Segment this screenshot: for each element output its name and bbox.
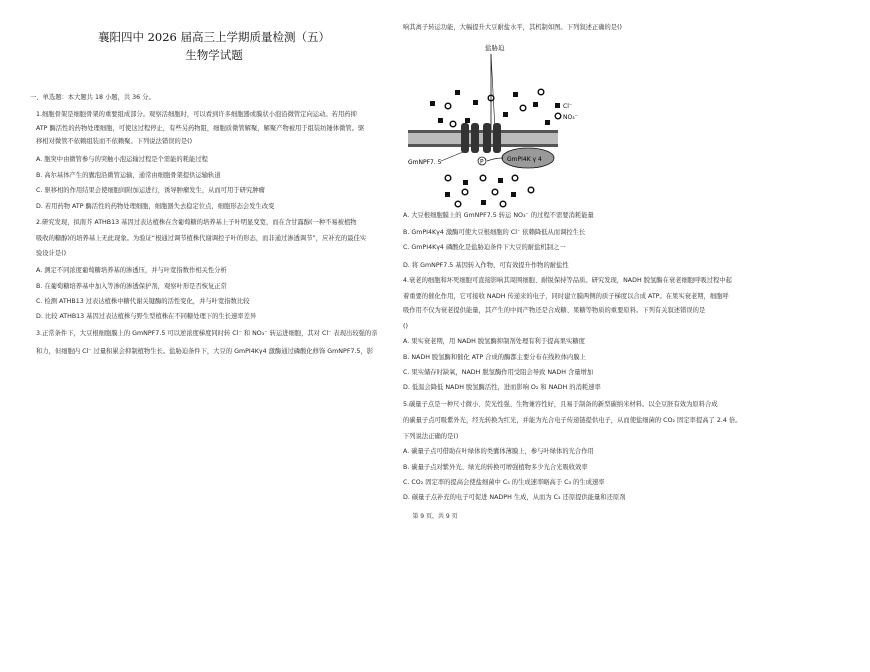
right-line: () [403,323,408,330]
right-line: D. 低温会降低 NADH 脱氢酶活性，进而影响 O₂ 和 NADH 的消耗速率 [403,384,601,391]
phosphate-label: P [480,158,484,166]
right-line: A. 果实衰老期，用 NADH 脱氢酶抑制剂处理有利于提高果实糖度 [403,338,585,345]
left-line: C. 检测 ATHB13 过表达植株中糖代谢关键酶的活性变化，并与叶宽指数比较 [36,298,250,305]
subject-title: 生物学试题 [185,48,243,62]
transporter-label: GmNPF7. 5 [408,159,442,166]
intracellular-nitrate [445,175,534,207]
right-line: A. 碳量子点可借助在叶绿体的类囊体薄膜上，参与叶绿体的光合作用 [403,448,594,455]
left-line: D. 比较 ATHB13 基因过表达植株与野生型植株在不同糖处理下的生长速率差异 [36,313,257,320]
page-footer: 第 9 页，共 9 页 [412,513,458,520]
left-line: 吸收的糖醇)的培养基上无此现象。为验证“根通过调节植株代谢调控子叶的形态，而非通过渗透调节”，应补充的最佳实 [36,235,367,242]
right-line: B. NADH 脱氢酶和催化 ATP 合成的酶都主要分布在线粒体内膜上 [403,354,586,361]
right-line: C. GmPI4Kγ4 磷酸化是盐胁迫条件下大豆的耐盐机制之一 [403,244,566,251]
right-line: 的碳量子点可吸紫外光，经光转换为红光，并能为光合电子传递链提供电子，从而使盐细菌的 CO₂ 固定率提高了 2.4 倍。 [403,417,742,424]
left-line: 移相对微管不依赖组装而不依赖聚。下列说法错误的是() [36,138,193,145]
right-line: 响其离子转运功能，大幅提升大豆耐盐水平，其机制如图。下列叙述正确的是() [403,24,623,31]
signal-arrow-2 [491,54,495,130]
right-line: C. 果实储存时缺氧，NADH 脱氢酶作用受阻会导致 NADH 含量增加 [403,369,594,376]
left-line: C. 驱移相的作用结果会使细胞间附加运进行，诱导肿瘤发生，从而可用于研究肿瘤 [36,187,265,194]
exam-title: 襄阳四中 2026 届高三上学期质量检测（五） [97,30,331,44]
legend-cl-label: Cl⁻ [563,103,573,110]
right-line: D. 将 GmNPF7.5 基因转入作物，可有效提升作物的耐盐性 [403,262,569,269]
left-line: ATP 酶活性的药物处理细胞，可使这过程停止，有些另药物阻，细胞质微管解聚，解聚产物被用于组装纺锤体微管。驱 [36,125,365,132]
left-line: A. 胞突中由微管参与的突触小泡运输过程是个需能的耗能过程 [36,156,208,163]
right-line: 吸作用不仅为衰老提供能量，其产生的中间产物还是合成糖、果糖等物质的重要原料。下列有关叙述错误的是 [403,307,706,314]
right-line: D. 碳量子点补充的电子可促进 NADPH 生成，从而为 C₃ 还原提供能量和还原剂 [403,494,626,501]
right-line: 4.衰老的细胞和坏死细胞可直接影响其周围细胞、耐锐保持等品质。研究发现，NADH 脱氢酶在衰老细胞呼吸过程中起 [403,277,732,284]
legend-cl-square [555,103,560,108]
left-line: B. 在葡萄糖培养基中加入等渗的渗透保护剂，观察叶形是否恢复正常 [36,283,227,290]
left-line: 2.研究发现，拟南芥 ATHB13 基因过表达植株在含葡萄糖的培养基上子叶明显变宽，而在含甘露醇(一种不易被植物 [36,219,357,226]
right-line: 着重要的催化作用，它可接收 NADH 传递来的电子，同时建立膜两侧的质子梯度以合成 ATP。在果实衰老期，细胞呼 [403,293,729,300]
right-line: 5.碳量子点是一种尺寸微小、荧光性强、生物兼容性好，且易于制备的新型碳纳米材料。以全豆胚有效为原料合成 [403,401,718,408]
intracellular-ions [445,178,516,205]
left-line: 一、单选题：本大题共 18 小题，共 36 分。 [30,94,155,101]
left-line: 3.正常条件下，大豆根细胞膜上的 GmNPF7.5 可以逆浓度梯度同时转 Cl⁻ 和 NO₃⁻ 转运进细胞，其对 Cl⁻ 表现出较强的亲 [36,330,378,337]
right-line: C. CO₂ 固定率的提高会使盐细菌中 C₅ 的生成速率略高于 C₃ 的生成速率 [403,479,605,486]
left-line: 1.细胞骨架是细胞骨架的重要组成部分。观察活细胞时，可以看到许多细胞器或膜状小泡沿微管定向运动。若用药抑 [36,111,357,118]
right-line: B. GmPI4Kγ4 激酶可使大豆根细胞的 Cl⁻ 依赖降低从而调控生长 [403,229,586,236]
kinase-label: GmPI4K γ 4 [507,156,542,163]
right-line: A. 大豆根细胞膜上的 GmNPF7.5 转运 NO₃⁻ 的过程不需要消耗能量 [403,212,594,219]
salt-stress-diagram [403,40,603,210]
left-line: 和力，但细胞内 Cl⁻ 过量积累会抑制植物生长。盐胁迫条件下，大豆的 GmPI4Kγ4 激酶通过磷酸化修饰 GmNPF7.5，影 [36,348,374,355]
salt-stress-label: 盐胁迫 [485,44,505,52]
legend-no3-label: NO₃⁻ [563,114,578,121]
right-line: B. 碳量子点对紫外光、绿光的转换可增强植物多少光合光吸收效率 [403,464,588,471]
left-line: 验设计是() [36,250,67,257]
left-line: A. 测定不同浓度葡萄糖培养基的渗透压，并与叶宽指数作相关性分析 [36,267,227,274]
right-line: 下列说法正确的是() [403,433,459,440]
left-line: B. 高尔基体产生的囊泡沿微管运输，通常由细胞骨架提供运输轨道 [36,172,221,179]
legend-no3-circle [555,113,561,119]
left-line: D. 若用药物 ATP 酶活性的药物处理细胞，细胞器失去稳定位点，细胞形态会发生改变 [36,203,275,210]
